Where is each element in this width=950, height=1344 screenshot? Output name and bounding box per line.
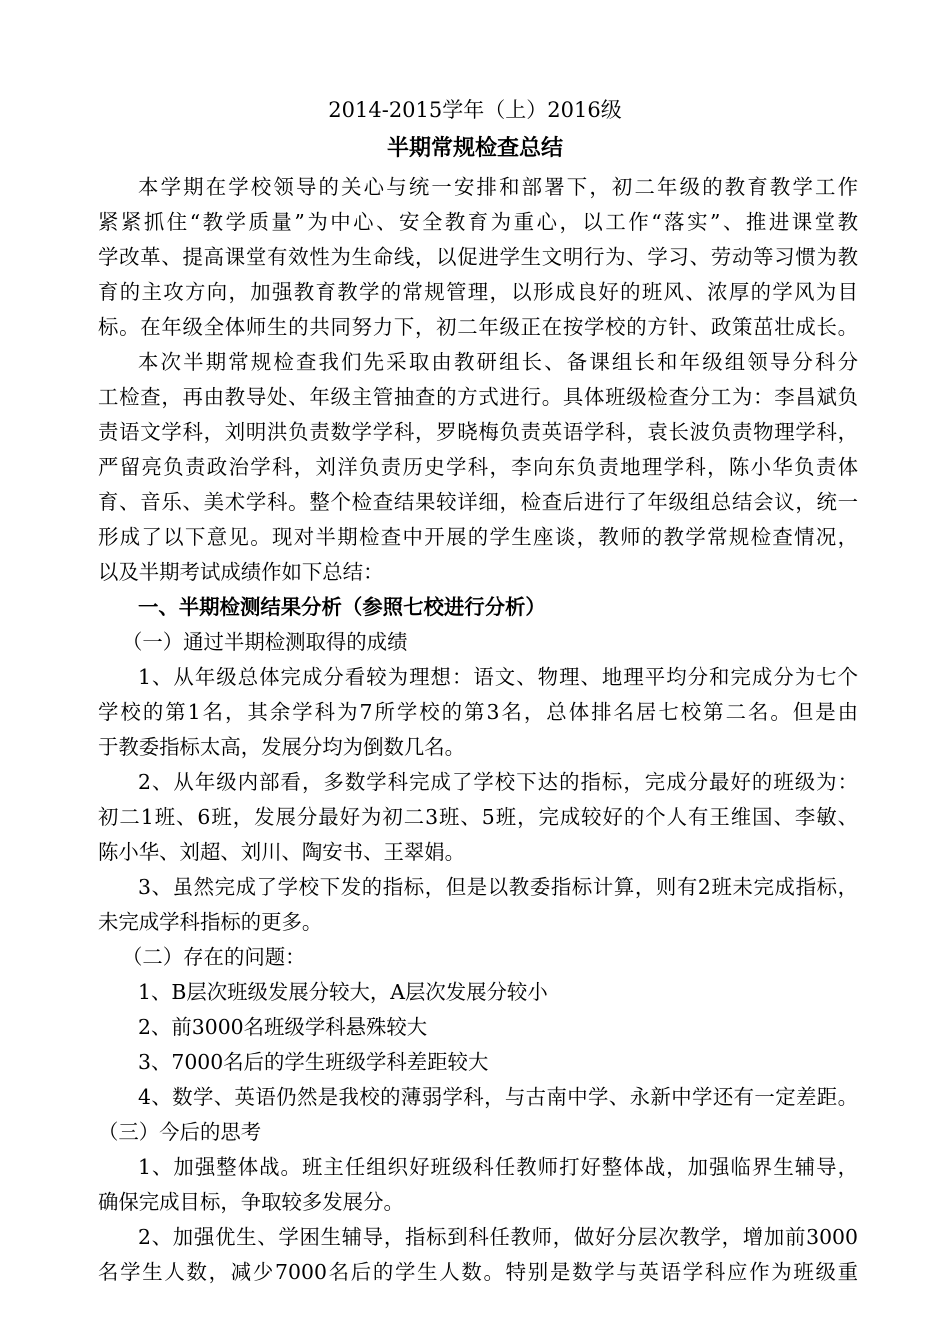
subsection-heading: （一）通过半期检测取得的成绩 (122, 630, 408, 654)
document-title-year: 2014-2015学年（上）2016级 (328, 98, 622, 122)
paragraph-line: 育的主攻方向，加强教育教学的常规管理，以形成良好的班风、浓厚的学风为目 (98, 280, 858, 304)
paragraph-line: 标。在年级全体师生的共同努力下，初二年级正在按学校的方针、政策茁壮成长。 (98, 315, 858, 339)
paragraph-line: 本次半期常规检查我们先采取由教研组长、备课组长和年级组领导分科分 (138, 350, 858, 374)
paragraph-line: 学改革、提高课堂有效性为生命线，以促进学生文明行为、学习、劳动等习惯为教 (98, 245, 858, 269)
list-item: 2、前3000名班级学科悬殊较大 (138, 1015, 428, 1039)
section-heading: 一、半期检测结果分析（参照七校进行分析） (138, 595, 546, 619)
paragraph-line: 2、加强优生、学困生辅导，指标到科任教师，做好分层次教学，增加前3000 (138, 1225, 858, 1249)
paragraph-line: 本学期在学校领导的关心与统一安排和部署下，初二年级的教育教学工作 (138, 175, 858, 199)
paragraph-line: 责语文学科，刘明洪负责数学学科，罗晓梅负责英语学科，袁长波负责物理学科， (98, 420, 858, 444)
paragraph-line: 以及半期考试成绩作如下总结： (98, 560, 384, 584)
subsection-heading: （二）存在的问题： (122, 945, 306, 969)
paragraph-line: 育、音乐、美术学科。整个检查结果较详细，检查后进行了年级组总结会议，统一 (98, 490, 858, 514)
paragraph-line: 工检查，再由教导处、年级主管抽查的方式进行。具体班级检查分工为：李昌斌负 (98, 385, 858, 409)
paragraph-line: 1、从年级总体完成分看较为理想：语文、物理、地理平均分和完成分为七个 (138, 665, 858, 689)
paragraph-line: 初二1班、6班，发展分最好为初二3班、5班，完成较好的个人有王维国、李敏、 (98, 805, 858, 829)
paragraph-line: 严留亮负责政治学科，刘洋负责历史学科，李向东负责地理学科，陈小华负责体 (98, 455, 858, 479)
subsection-heading: （三）今后的思考 (98, 1120, 262, 1144)
paragraph-line: 名学生人数，减少7000名后的学生人数。特别是数学与英语学科应作为班级重 (98, 1260, 858, 1284)
paragraph-line: 未完成学科指标的更多。 (98, 910, 323, 934)
paragraph-line: 陈小华、刘超、刘川、陶安书、王翠娟。 (98, 840, 466, 864)
paragraph-line: 学校的第1名，其余学科为7所学校的第3名，总体排名居七校第二名。但是由 (98, 700, 858, 724)
list-item: 3、7000名后的学生班级学科差距较大 (138, 1050, 489, 1074)
paragraph-line: 3、虽然完成了学校下发的指标，但是以教委指标计算，则有2班未完成指标， (138, 875, 858, 899)
paragraph-line: 确保完成目标，争取较多发展分。 (98, 1190, 404, 1214)
list-item: 1、B层次班级发展分较大，A层次发展分较小 (138, 980, 548, 1004)
list-item: 4、数学、英语仍然是我校的薄弱学科，与古南中学、永新中学还有一定差距。 (138, 1085, 858, 1109)
document-title: 半期常规检查总结 (386, 135, 563, 161)
paragraph-line: 1、加强整体战。班主任组织好班级科任教师打好整体战，加强临界生辅导， (138, 1155, 858, 1179)
paragraph-line: 紧紧抓住“教学质量”为中心、安全教育为重心，以工作“落实”、推进课堂教 (98, 210, 858, 234)
paragraph-line: 于教委指标太高，发展分均为倒数几名。 (98, 735, 466, 759)
paragraph-line: 2、从年级内部看，多数学科完成了学校下达的指标，完成分最好的班级为： (138, 770, 858, 794)
paragraph-line: 形成了以下意见。现对半期检查中开展的学生座谈，教师的教学常规检查情况， (98, 525, 858, 549)
